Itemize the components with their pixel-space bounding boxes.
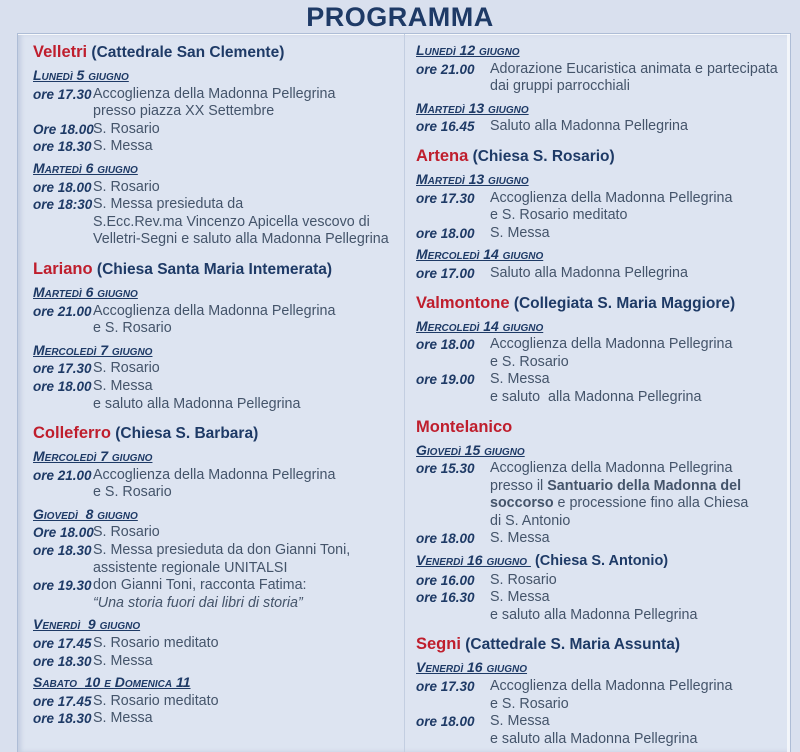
event-description [93, 179, 395, 197]
event-time: ore 16.30 [416, 590, 475, 606]
event-time: ore 17.30 [416, 190, 475, 206]
description-line [490, 696, 784, 714]
description-line [93, 577, 395, 595]
event-row [33, 303, 395, 338]
city-venue: (Chiesa S. Barbara) [110, 425, 259, 443]
event-description [93, 635, 395, 653]
description-line [93, 378, 395, 396]
event-row [416, 678, 784, 713]
description-line [93, 396, 395, 414]
day-label: Martedì 6 giugno [33, 283, 138, 300]
city-header [416, 293, 784, 314]
event-row [416, 530, 784, 548]
description-line [490, 607, 784, 625]
event-description [93, 577, 395, 612]
description-line [93, 635, 395, 653]
event-row [33, 524, 395, 542]
text-segment: S. Rosario [93, 178, 160, 195]
text-segment: presso il [490, 477, 548, 494]
event-time: ore 19.30 [33, 578, 92, 594]
event-description [93, 360, 395, 378]
day-heading [33, 67, 395, 85]
schedule-panel [17, 33, 791, 752]
description-line [93, 179, 395, 197]
day-heading [416, 659, 784, 677]
event-time: ore 17.30 [416, 679, 475, 695]
event-row [416, 371, 784, 406]
event-row [416, 589, 784, 624]
text-segment: S. Messa [490, 530, 550, 547]
event-row [33, 693, 395, 711]
city-venue: (Cattedrale San Clemente) [87, 44, 285, 61]
event-description [490, 118, 784, 136]
day-label: Lunedì 5 giugno [33, 67, 129, 83]
day-label: Mercoledì 7 giugno [33, 341, 153, 358]
text-segment: S. Rosario meditato [93, 692, 219, 709]
event-description [93, 196, 395, 249]
text-segment: Accoglienza della Madonna Pellegrina [490, 678, 733, 695]
event-description [93, 303, 395, 338]
text-segment: Accoglienza della Madonna Pellegrina [93, 466, 336, 483]
city-name: Segni [416, 635, 461, 654]
description-line [93, 121, 395, 139]
event-time: ore 21.00 [416, 61, 475, 77]
city-name: Valmontone [416, 293, 510, 312]
text-segment: S. Messa [93, 138, 153, 155]
event-row [416, 572, 784, 590]
description-line [93, 138, 395, 156]
description-line [490, 207, 784, 225]
text-segment: S. Messa [490, 224, 550, 241]
event-description [490, 190, 784, 225]
text-segment: e processione fino alla Chiesa [553, 495, 749, 512]
day-heading [33, 448, 395, 466]
description-line [490, 678, 784, 696]
description-line [93, 484, 395, 502]
text-segment: e saluto alla Madonna Pellegrina [490, 606, 698, 623]
column-divider [404, 34, 405, 752]
text-segment: Accoglienza della Madonna Pellegrina [93, 302, 336, 319]
description-line [93, 693, 395, 711]
description-line [490, 589, 784, 607]
city-header [416, 417, 784, 438]
text-segment: S. Messa [490, 713, 550, 730]
description-line [93, 320, 395, 338]
text-segment: e S. Rosario [93, 320, 172, 337]
event-time: ore 18.30 [33, 543, 92, 559]
event-row [33, 542, 395, 577]
city-venue: (Chiesa S. Rosario) [468, 147, 615, 165]
day-heading [33, 616, 395, 634]
event-row [33, 138, 395, 156]
text-segment: S. Messa [93, 652, 153, 669]
text-segment: e S. Rosario meditato [490, 207, 628, 224]
description-line [93, 303, 395, 321]
day-heading [416, 246, 784, 264]
event-time: ore 17.30 [33, 86, 92, 102]
day-heading [416, 100, 784, 118]
event-time: ore 18.00 [416, 714, 475, 730]
text-segment: Accoglienza della Madonna Pellegrina [490, 460, 733, 477]
day-heading [33, 506, 395, 524]
event-time: ore 19.00 [416, 372, 475, 388]
description-line [93, 103, 395, 121]
text-segment: S. Rosario [93, 120, 160, 137]
event-description [93, 86, 395, 121]
text-segment: Saluto alla Madonna Pellegrina [490, 264, 688, 281]
text-segment: e S. Rosario [490, 695, 569, 712]
event-time: ore 17.45 [33, 693, 92, 709]
event-description [93, 524, 395, 542]
text-segment: S. Rosario meditato [93, 635, 219, 652]
event-description [93, 653, 395, 671]
text-segment: S. Messa presieduta da don Gianni Toni, [93, 542, 351, 559]
description-line [490, 225, 784, 243]
event-time: ore 18.00 [416, 337, 475, 353]
day-label: Martedì 6 giugno [33, 159, 138, 176]
text-segment: S. Rosario [93, 360, 160, 377]
description-line [490, 460, 784, 478]
text-segment: presso piazza XX Settembre [93, 103, 275, 120]
event-row [33, 86, 395, 121]
description-line [490, 731, 784, 749]
day-heading [416, 318, 784, 336]
event-row [416, 61, 784, 96]
day-heading [33, 674, 395, 692]
text-segment: S. Rosario [93, 524, 160, 541]
description-line [93, 196, 395, 214]
event-time: ore 18:30 [33, 197, 93, 213]
description-line [93, 542, 395, 560]
description-line [490, 354, 784, 372]
text-segment: Accoglienza della Madonna Pellegrina [93, 85, 336, 102]
text-segment: e saluto alla Madonna Pellegrina [490, 388, 702, 405]
event-time: ore 17.30 [33, 361, 92, 377]
text-segment: Accoglienza della Madonna Pellegrina [490, 189, 733, 206]
city-header [33, 42, 395, 63]
day-label: Mercoledì 14 giugno [416, 246, 544, 263]
city-name: Lariano [33, 259, 93, 278]
description-line [490, 478, 784, 496]
event-time: ore 18.30 [33, 711, 92, 727]
text-segment: di S. Antonio [490, 512, 571, 529]
event-time: Ore 18.00 [33, 525, 94, 541]
day-heading [416, 442, 784, 460]
day-label: Mercoledì 14 giugno [416, 317, 544, 334]
event-description [93, 467, 395, 502]
event-description [490, 530, 784, 548]
city-header [33, 259, 395, 280]
description-line [93, 231, 395, 249]
event-description [490, 678, 784, 713]
text-segment: S. Messa [490, 371, 550, 388]
day-heading [33, 342, 395, 360]
description-line [490, 336, 784, 354]
event-row [33, 467, 395, 502]
text-segment: S. Messa [93, 377, 153, 394]
description-line [490, 572, 784, 590]
event-row [33, 577, 395, 612]
event-time: ore 21.00 [33, 467, 92, 483]
day-label: Venerdì 16 giugno [416, 552, 531, 569]
description-line [490, 495, 784, 513]
event-row [33, 179, 395, 197]
description-line [93, 467, 395, 485]
description-line [93, 86, 395, 104]
event-row [416, 190, 784, 225]
description-line [490, 78, 784, 96]
event-description [93, 138, 395, 156]
text-segment: e saluto alla Madonna Pellegrina [490, 730, 698, 747]
event-time: ore 15.30 [416, 461, 475, 477]
text-segment: e saluto alla Madonna Pellegrina [93, 395, 301, 412]
description-line [93, 653, 395, 671]
city-name: Montelanico [416, 417, 513, 436]
event-time: ore 17.45 [33, 636, 92, 652]
event-row [416, 713, 784, 748]
city-venue: (Chiesa Santa Maria Intemerata) [92, 260, 333, 278]
text-segment: e S. Rosario [93, 484, 172, 501]
event-description [93, 121, 395, 139]
city-name: Velletri [33, 43, 88, 61]
city-venue: (Cattedrale S. Maria Assunta) [460, 636, 681, 654]
description-line [490, 190, 784, 208]
event-time: ore 17.00 [416, 265, 475, 281]
event-time: Ore 18.00 [33, 121, 94, 137]
schedule-column-right [416, 38, 784, 748]
description-line [490, 389, 784, 407]
event-row [416, 265, 784, 283]
event-row [33, 710, 395, 728]
event-row [33, 121, 395, 139]
event-time: ore 16.00 [416, 572, 475, 588]
text-segment: Santuario della Madonna del [547, 477, 742, 494]
description-line [93, 214, 395, 232]
event-description [490, 460, 784, 530]
day-venue: (Chiesa S. Antonio) [530, 553, 669, 570]
event-description [490, 713, 784, 748]
description-line [93, 560, 395, 578]
event-description [490, 265, 784, 283]
day-label: Venerdì 9 giugno [33, 616, 141, 633]
city-name: Colleferro [33, 424, 111, 443]
day-label: Martedì 13 giugno [416, 99, 529, 116]
event-time: ore 18.00 [33, 179, 92, 195]
city-header [416, 146, 784, 167]
city-header [416, 634, 784, 655]
event-row [416, 336, 784, 371]
event-description [490, 225, 784, 243]
event-description [490, 336, 784, 371]
day-heading [33, 160, 395, 178]
text-segment: soccorso [490, 495, 554, 512]
schedule-column-left [33, 38, 395, 728]
day-label: Venerdì 16 giugno [416, 659, 528, 676]
description-line [93, 524, 395, 542]
event-row [416, 460, 784, 530]
event-time: ore 16.45 [416, 119, 475, 135]
text-segment: S. Rosario [490, 571, 557, 588]
description-line [490, 371, 784, 389]
text-segment: Accoglienza della Madonna Pellegrina [490, 336, 733, 353]
event-row [33, 635, 395, 653]
text-segment: e S. Rosario [490, 353, 569, 370]
event-row [33, 653, 395, 671]
event-description [490, 589, 784, 624]
text-segment: Adorazione Eucaristica animata e partecipata [490, 60, 778, 77]
day-label: Giovedì 15 giugno [416, 441, 525, 458]
day-label: Martedì 13 giugno [416, 170, 529, 187]
event-description [490, 572, 784, 590]
event-description [490, 61, 784, 96]
description-line [490, 118, 784, 136]
city-header [33, 423, 395, 444]
text-segment: S. Messa presieduta da [93, 196, 244, 213]
event-description [93, 378, 395, 413]
text-segment: S.Ecc.Rev.ma Vincenzo Apicella vescovo di [93, 213, 370, 230]
event-time: ore 18.00 [416, 225, 475, 241]
day-heading [33, 284, 395, 302]
city-name: Artena [416, 146, 469, 165]
event-row [33, 360, 395, 378]
text-segment: Saluto alla Madonna Pellegrina [490, 118, 688, 135]
text-segment: Velletri-Segni e saluto alla Madonna Pellegrina [93, 231, 389, 248]
text-segment: S. Messa [93, 710, 153, 727]
event-description [93, 542, 395, 577]
event-time: ore 18.00 [33, 378, 92, 394]
text-segment: assistente regionale UNITALSI [93, 559, 288, 576]
description-line [93, 360, 395, 378]
description-line [490, 265, 784, 283]
day-label: Mercoledì 7 giugno [33, 448, 153, 465]
event-time: ore 21.00 [33, 303, 92, 319]
event-row [33, 378, 395, 413]
description-line [490, 513, 784, 531]
day-label: Giovedì 8 giugno [33, 505, 138, 522]
event-time: ore 18.30 [33, 653, 92, 669]
event-description [93, 693, 395, 711]
day-heading [416, 552, 784, 571]
event-row [416, 225, 784, 243]
day-heading [416, 42, 784, 60]
day-label: Sabato 10 e Domenica 11 [33, 674, 191, 691]
description-line [93, 595, 395, 613]
description-line [490, 61, 784, 79]
event-description [93, 710, 395, 728]
text-segment: S. Messa [490, 589, 550, 606]
page-title: PROGRAMMA [306, 2, 494, 32]
description-line [490, 530, 784, 548]
description-line [93, 710, 395, 728]
event-row [33, 196, 395, 249]
event-row [416, 118, 784, 136]
text-segment: don Gianni Toni, racconta Fatima: [93, 577, 307, 594]
event-time: ore 18.00 [416, 531, 475, 547]
text-segment: dai gruppi parrocchiali [490, 78, 630, 95]
description-line [490, 713, 784, 731]
text-segment: “Una storia fuori dai libri di storia” [93, 594, 303, 611]
event-time: ore 18.30 [33, 139, 92, 155]
city-venue: (Collegiata S. Maria Maggiore) [509, 294, 736, 312]
event-description [490, 371, 784, 406]
day-label: Lunedì 12 giugno [416, 42, 520, 58]
day-heading [416, 171, 784, 189]
